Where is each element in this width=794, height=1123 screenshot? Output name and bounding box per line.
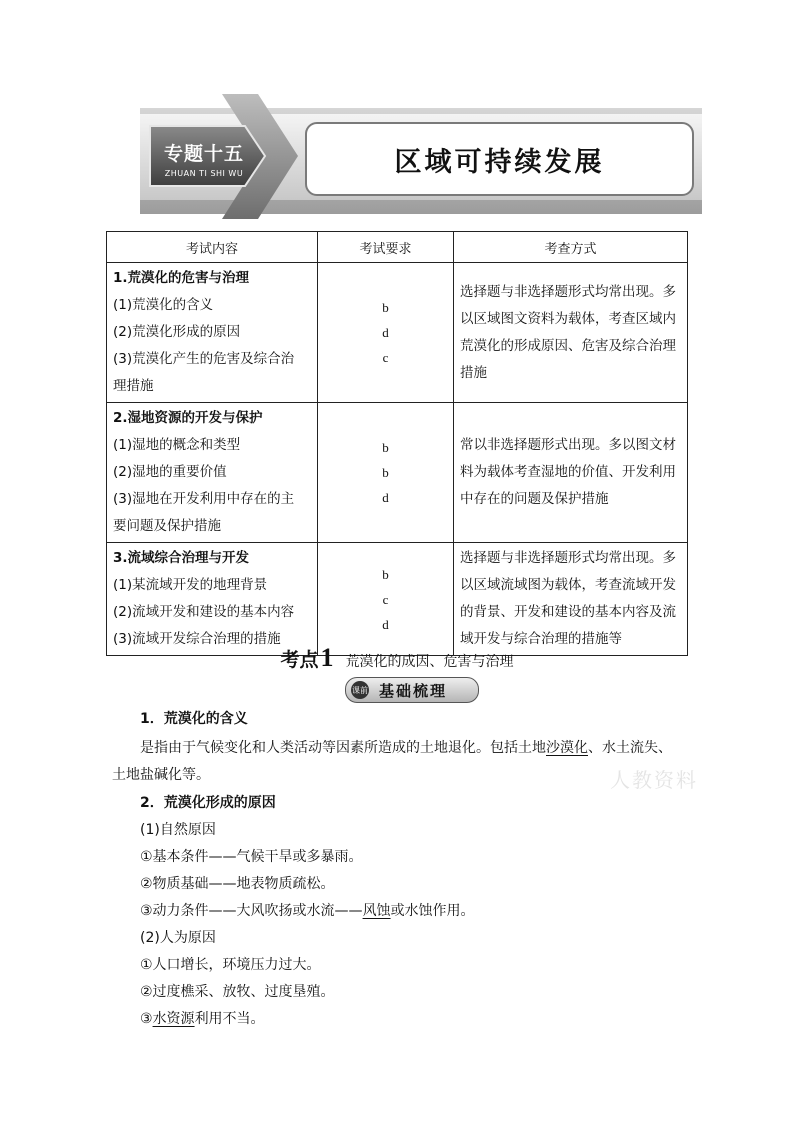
underlined-term: 沙漠化 <box>546 740 588 756</box>
requirement-level: b <box>382 300 389 315</box>
chapter-badge <box>154 128 254 188</box>
requirement-level: d <box>382 490 389 505</box>
lesson-icon: 课前 <box>351 681 369 699</box>
header-method: 考查方式 <box>454 232 688 263</box>
table-row <box>107 543 688 656</box>
requirement-level: b <box>382 465 389 480</box>
paragraph-line: ①人口增长，环境压力过大。 <box>140 957 321 973</box>
content-cell <box>107 263 318 403</box>
method-line: 料为载体考查湿地的价值、开发利用 <box>460 464 676 480</box>
requirement-cell <box>318 263 454 403</box>
method-line: 中存在的问题及保护措施 <box>460 491 609 507</box>
row-heading: 荒漠化的危害与治理 <box>127 270 250 286</box>
content-item: (2)荒漠化形成的原因 <box>113 324 241 340</box>
paragraph-line: ③水资源利用不当。 <box>140 1011 265 1027</box>
row-number: 1. <box>113 270 128 286</box>
method-line: 荒漠化的形成原因、危害及综合治理 <box>460 337 676 354</box>
header-requirement: 考试要求 <box>318 232 454 263</box>
method-line: 常以非选择题形式出现。多以图文材 <box>460 437 676 453</box>
paragraph-line: (1)自然原因 <box>140 822 216 838</box>
row-heading: 流域综合治理与开发 <box>127 550 250 566</box>
method-cell <box>454 263 688 403</box>
content-item: (1)湿地的概念和类型 <box>113 437 241 453</box>
requirement-level: c <box>382 350 389 365</box>
subheading: 2．荒漠化形成的原因 <box>140 795 276 811</box>
section-label: 考点 <box>280 649 319 671</box>
watermark: 人教资料 <box>610 768 698 792</box>
content-item: (3)荒漠化产生的危害及综合治 <box>113 351 295 367</box>
content-item: (3)湿地在开发利用中存在的主 <box>113 491 295 507</box>
requirement-cell <box>318 403 454 543</box>
paragraph-line: 土地盐碱化等。 <box>112 767 210 783</box>
requirement-level: d <box>382 616 389 632</box>
method-line: 的背景、开发和建设的基本内容及流 <box>460 604 676 620</box>
content-item: (3)流域开发综合治理的措施 <box>113 631 281 647</box>
method-line: 选择题与非选择题形式均常出现。多 <box>460 550 676 566</box>
requirement-level: c <box>382 591 389 607</box>
method-line: 选择题与非选择题形式均常出现。多 <box>460 283 676 300</box>
table-header-row <box>107 232 688 263</box>
content-cell <box>107 403 318 543</box>
table-row <box>107 403 688 543</box>
section-title: 荒漠化的成因、危害与治理 <box>345 654 514 670</box>
badge-sub-text: ZHUAN TI SHI WU <box>164 168 244 178</box>
content-item: 要问题及保护措施 <box>113 518 221 534</box>
method-cell <box>454 543 688 656</box>
section-number: 1 <box>320 643 334 672</box>
exam-requirements-table <box>106 231 688 656</box>
basic-review-pill <box>345 677 479 703</box>
paragraph-line: ③动力条件——大风吹扬或水流——风蚀或水蚀作用。 <box>140 903 475 919</box>
content-item: (2)流域开发和建设的基本内容 <box>113 604 295 620</box>
method-cell <box>454 403 688 543</box>
chapter-banner <box>140 104 702 214</box>
requirement-cell <box>318 543 454 656</box>
requirement-level: d <box>382 325 389 340</box>
content-item: (1)荒漠化的含义 <box>113 297 214 313</box>
row-number: 3. <box>113 550 128 566</box>
paragraph-line: ②物质基础——地表物质疏松。 <box>140 876 335 892</box>
content-cell <box>107 543 318 656</box>
banner-title-box <box>305 122 694 196</box>
subheading: 1．荒漠化的含义 <box>140 711 248 727</box>
paragraph-line: 是指由于气候变化和人类活动等因素所造成的土地退化。包括土地沙漠化、水土流失、 <box>140 740 672 756</box>
table-row <box>107 263 688 403</box>
chapter-title: 区域可持续发展 <box>394 146 605 178</box>
row-number: 2. <box>113 410 128 426</box>
badge-main-text: 专题十五 <box>163 142 244 165</box>
section-heading <box>0 643 794 673</box>
pill-label: 基础梳理 <box>379 681 448 700</box>
underlined-term: 水资源 <box>152 1011 195 1027</box>
requirement-level: b <box>382 440 389 455</box>
paragraph-line: ②过度樵采、放牧、过度垦殖。 <box>140 984 335 1000</box>
requirement-level: b <box>382 566 389 582</box>
content-item: 理措施 <box>113 378 154 394</box>
paragraph-line: (2)人为原因 <box>140 930 216 946</box>
content-item: (1)某流域开发的地理背景 <box>113 577 268 593</box>
content-item: (2)湿地的重要价值 <box>113 464 227 480</box>
method-line: 域开发与综合治理的措施等 <box>460 631 622 647</box>
row-heading: 湿地资源的开发与保护 <box>127 410 263 426</box>
paragraph-line: ①基本条件——气候干旱或多暴雨。 <box>140 849 363 865</box>
method-line: 以区域图文资料为载体，考查区域内 <box>460 310 676 327</box>
method-line: 以区域流域图为载体，考查流域开发 <box>460 577 676 593</box>
header-content: 考试内容 <box>107 232 318 263</box>
method-line: 措施 <box>460 364 487 381</box>
underlined-term: 风蚀 <box>362 903 391 919</box>
